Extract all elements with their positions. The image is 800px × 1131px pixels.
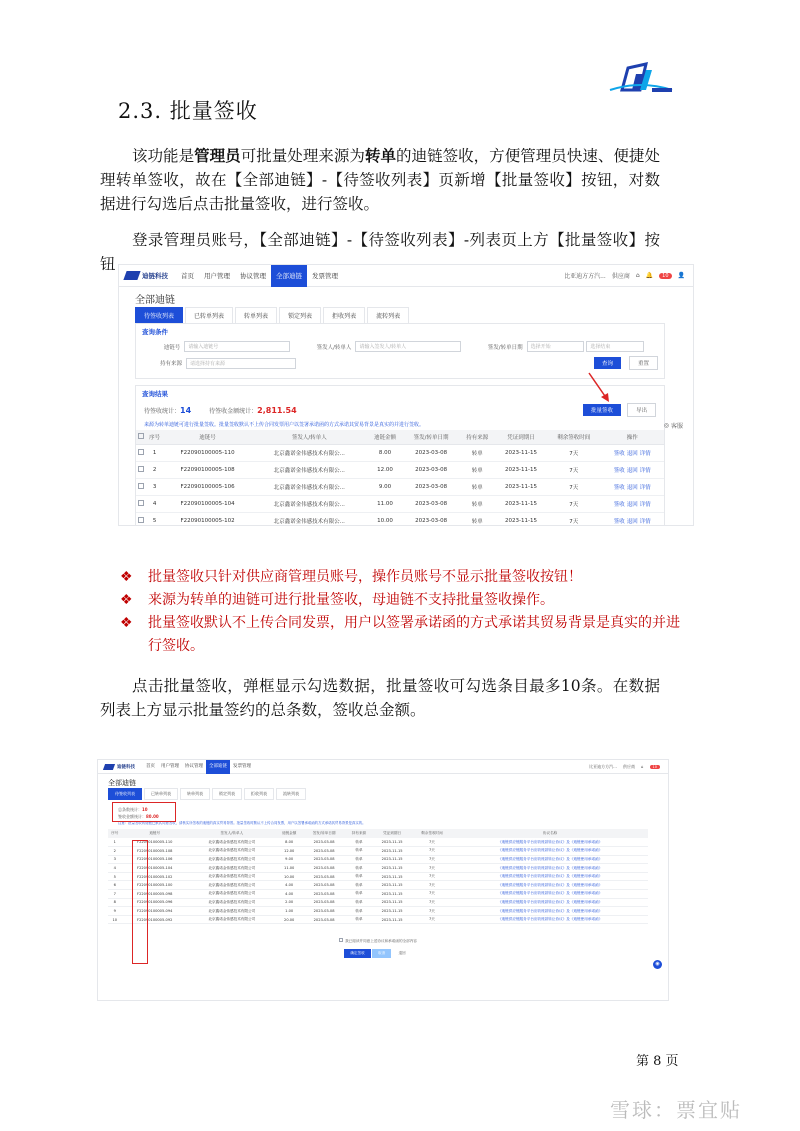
cell-no: F22090100005-106	[122, 855, 188, 864]
cell-index: 9	[108, 907, 122, 916]
sign-link[interactable]: 签收	[613, 484, 625, 491]
cell-source: 转单	[459, 478, 495, 495]
cell-source: 转单	[459, 512, 495, 526]
cell-source: 转单	[345, 855, 372, 864]
cell-issuer: 北京鑫诺金伟感技术有限公司	[188, 907, 276, 916]
cell-date: 2023-03-08	[303, 872, 346, 881]
cell-amount: 9.00	[367, 478, 403, 495]
note-item: ❖ 批量签收只针对供应商管理员账号，操作员账号不显示批量签收按钮！	[120, 566, 680, 589]
detail-link[interactable]: 详情	[639, 467, 651, 474]
table-row	[108, 855, 648, 864]
col-header: 凭证到期日	[372, 829, 411, 838]
col-header: 协议名称	[452, 829, 648, 838]
cell-index: 1	[146, 444, 164, 461]
batch-table	[108, 829, 648, 924]
row-checkbox[interactable]	[136, 478, 146, 495]
source-select[interactable]: 请选择持有来源	[186, 358, 296, 369]
date-end-input[interactable]: 选择结束	[586, 341, 644, 352]
return-link[interactable]: 退回	[626, 518, 638, 525]
cell-amount: 20.00	[276, 915, 303, 924]
cell-date: 2023-03-08	[403, 478, 460, 495]
tab-transfer[interactable]: 转单列表	[180, 788, 210, 800]
return-link[interactable]: 退回	[626, 467, 638, 474]
cell-issuer: 北京鑫诺金伟感技术有限公...	[251, 495, 367, 512]
protocol-link[interactable]: 《迪链供应链服务平台应收账款转让协议》及《迪链使用承诺函》	[452, 855, 648, 864]
cell-issuer: 北京鑫诺金伟感技术有限公司	[188, 838, 276, 847]
cell-no: F22090100005-108	[122, 847, 188, 856]
cell-issuer: 北京鑫诺金伟感技术有限公司	[188, 864, 276, 873]
cell-date: 2023-03-08	[303, 864, 346, 873]
cell-source: 转单	[459, 495, 495, 512]
table-row	[108, 890, 648, 899]
cell-no: F22090100005-104	[122, 864, 188, 873]
home-icon[interactable]: ⌂	[640, 764, 644, 769]
cell-due: 2023-11-15	[372, 881, 411, 890]
nav-invoices[interactable]: 发票管理	[233, 763, 251, 769]
top-nav	[98, 760, 668, 774]
screenshot-pending-list	[118, 264, 694, 526]
nav-protocols[interactable]: 协议管理	[240, 271, 266, 280]
cell-index: 10	[108, 915, 122, 924]
batch-dialog-note: 注意：批量签收的迪链已默认同意签收，请核实所签收的迪链的真实贸易背景。批量签收时默认不上传合同发票，用户以签署承诺函的方式承诺其贸易背景是真实的。	[118, 821, 366, 825]
cell-left: 7天	[412, 898, 453, 907]
amount-value: 2,811.54	[257, 405, 297, 415]
nav-home[interactable]: 首页	[181, 271, 194, 280]
cell-index: 5	[146, 512, 164, 526]
cell-due: 2023-11-15	[372, 847, 411, 856]
cell-due: 2023-11-15	[372, 898, 411, 907]
cell-ops	[601, 495, 664, 512]
cell-left: 7天	[412, 915, 453, 924]
cell-left: 7天	[547, 478, 601, 495]
col-header: 签发/转单日期	[403, 430, 460, 444]
col-header: 迪链号	[122, 829, 188, 838]
bell-icon[interactable]: 🔔	[645, 272, 654, 279]
screenshot-batch-dialog	[97, 759, 669, 1001]
cell-source: 转单	[459, 461, 495, 478]
tab-locked[interactable]: 锁定列表	[279, 307, 321, 324]
cell-amount: 8.00	[367, 444, 403, 461]
return-link[interactable]: 退回	[626, 450, 638, 457]
tab-bar	[135, 307, 411, 324]
nav-users[interactable]: 用户管理	[161, 763, 179, 769]
nav-protocols[interactable]: 协议管理	[185, 763, 203, 769]
cell-due: 2023-11-15	[372, 890, 411, 899]
cell-ops	[601, 478, 664, 495]
protocol-link[interactable]: 《迪链供应链服务平台应收账款转让协议》及《迪链使用承诺函》	[452, 915, 648, 924]
confirm-button[interactable]: 确定签收	[344, 949, 370, 958]
cell-date: 2023-03-08	[303, 890, 346, 899]
col-header: 签发/转单日期	[303, 829, 346, 838]
cell-left: 7天	[412, 847, 453, 856]
red-arrow-icon	[587, 371, 613, 405]
cell-index: 3	[146, 478, 164, 495]
cell-no: F22090100005-102	[122, 872, 188, 881]
export-button[interactable]: 导出	[627, 403, 656, 417]
detail-link[interactable]: 详情	[639, 484, 651, 491]
tab-pending[interactable]: 待签收列表	[135, 307, 183, 324]
batch-count: 总条数统计：10	[118, 807, 148, 812]
brand: 迪链科技	[125, 271, 168, 280]
col-header: 签发人/转单人	[188, 829, 276, 838]
diamond-icon: ❖	[120, 615, 133, 631]
tab-rejected[interactable]: 拒收列表	[323, 307, 365, 324]
nav-invoices[interactable]: 发票管理	[312, 271, 338, 280]
cell-issuer: 北京鑫诺金伟感技术有限公司	[188, 898, 276, 907]
table-row	[108, 898, 648, 907]
cell-issuer: 北京鑫诺金伟感技术有限公司	[188, 847, 276, 856]
issuer-label: 签发人/转单人	[316, 344, 352, 351]
col-header: 迪链金额	[276, 829, 303, 838]
cell-issuer: 北京鑫诺金伟感技术有限公...	[251, 512, 367, 526]
cell-source: 转单	[345, 898, 372, 907]
tab-transfer[interactable]: 转单列表	[235, 307, 277, 324]
cell-index: 5	[108, 872, 122, 881]
cell-amount: 10.00	[276, 872, 303, 881]
table-row	[136, 444, 664, 461]
cell-index: 7	[108, 890, 122, 899]
table-row	[136, 478, 664, 495]
diamond-icon: ❖	[120, 569, 133, 585]
cell-no: F22090100005-106	[164, 478, 252, 495]
highlight-index-box	[132, 840, 148, 964]
agree-row[interactable]: 我已阅读并同意上述协议和承诺函的全部内容	[108, 938, 648, 945]
cell-amount: 9.00	[276, 855, 303, 864]
row-checkbox[interactable]	[136, 461, 146, 478]
table-row	[108, 915, 648, 924]
amount-label: 待签收金额统计：	[209, 407, 258, 415]
no-label: 迪链号	[163, 344, 181, 351]
cell-amount: 11.00	[276, 864, 303, 873]
cell-index: 3	[108, 855, 122, 864]
company-selector[interactable]: 比亚迪方方汽...	[564, 273, 606, 280]
cell-no: F22090100005-110	[122, 838, 188, 847]
cell-due: 2023-11-15	[372, 855, 411, 864]
cancel-button[interactable]: 取消	[372, 949, 391, 958]
detail-link[interactable]: 详情	[639, 518, 651, 525]
count-value: 14	[180, 405, 192, 415]
cell-due: 2023-11-15	[495, 478, 547, 495]
section-heading: 2.3. 批量签收	[118, 99, 258, 123]
cell-due: 2023-11-15	[495, 444, 547, 461]
protocol-link[interactable]: 《迪链供应链服务平台应收账款转让协议》及《迪链使用承诺函》	[452, 847, 648, 856]
tab-transferred[interactable]: 已转单列表	[144, 788, 178, 800]
col-header: 迪链金额	[367, 430, 403, 444]
role-selector[interactable]: 供应商	[611, 273, 630, 280]
cell-issuer: 北京鑫诺金伟感技术有限公司	[188, 890, 276, 899]
cell-amount: 8.00	[276, 838, 303, 847]
reject-button[interactable]: 退回	[392, 949, 411, 958]
query-title: 查询条件	[142, 328, 168, 336]
protocol-link[interactable]: 《迪链供应链服务平台应收账款转让协议》及《迪链使用承诺函》	[452, 864, 648, 873]
tab-flow[interactable]: 流转列表	[367, 307, 409, 324]
cell-source: 转单	[345, 907, 372, 916]
cell-date: 2023-03-08	[303, 881, 346, 890]
side-label: 客服	[670, 423, 683, 430]
protocol-link[interactable]: 《迪链供应链服务平台应收账款转让协议》及《迪链使用承诺函》	[452, 898, 648, 907]
intro-paragraph: 该功能是管理员可批量处理来源为转单的迪链签收，方便管理员快速、便捷处理转单签收，故在【全部迪链】-【待签收列表】页新增【批量签收】按钮，对数据进行勾选后点击批量签收，进行签收。	[100, 146, 660, 213]
reset-button[interactable]: 重置	[629, 356, 658, 370]
tab-pending[interactable]: 待签收列表	[108, 788, 142, 800]
cell-index: 4	[108, 864, 122, 873]
result-panel	[135, 385, 665, 526]
col-header: 凭证到期日	[495, 430, 547, 444]
tab-rejected[interactable]: 拒收列表	[244, 788, 274, 800]
table-row	[108, 881, 648, 890]
issuer-input[interactable]: 请输入签发人/转单人	[355, 341, 460, 352]
agree-checkbox[interactable]	[339, 938, 343, 942]
notification-badge: 10	[659, 273, 671, 279]
cell-amount: 2.00	[276, 898, 303, 907]
cell-no: F22090100005-104	[164, 495, 252, 512]
cell-amount: 12.00	[367, 461, 403, 478]
cell-issuer: 北京鑫诺金伟感技术有限公司	[188, 881, 276, 890]
cell-issuer: 北京鑫诺金伟感技术有限公司	[188, 855, 276, 864]
cell-issuer: 北京鑫诺金伟感技术有限公...	[251, 444, 367, 461]
cell-index: 2	[108, 847, 122, 856]
cell-source: 转单	[345, 838, 372, 847]
cell-index: 8	[108, 898, 122, 907]
table-row	[136, 495, 664, 512]
cell-date: 2023-03-08	[303, 915, 346, 924]
cell-due: 2023-11-15	[495, 461, 547, 478]
cell-no: F22090100005-096	[122, 898, 188, 907]
batch-note: 来源为转单迪链可进行批量签收。批量签收默认不上传合同发票用户以签署承诺函的方式承诺其贸易背景是真实的并进行签收。	[144, 422, 425, 428]
row-checkbox[interactable]	[136, 495, 146, 512]
protocol-link[interactable]: 《迪链供应链服务平台应收账款转让协议》及《迪链使用承诺函》	[452, 838, 648, 847]
cell-no: F22090100005-110	[164, 444, 252, 461]
tab-locked[interactable]: 锁定列表	[212, 788, 242, 800]
cell-due: 2023-11-15	[495, 512, 547, 526]
cell-amount: 1.00	[276, 907, 303, 916]
company-logo	[606, 60, 676, 98]
col-header: 持有来源	[345, 829, 372, 838]
tab-flow[interactable]: 流转列表	[276, 788, 306, 800]
row-checkbox[interactable]	[136, 444, 146, 461]
cell-amount: 4.00	[276, 881, 303, 890]
protocol-link[interactable]: 《迪链供应链服务平台应收账款转让协议》及《迪链使用承诺函》	[452, 890, 648, 899]
count-label: 待签收统计：	[144, 407, 181, 415]
notes-list	[120, 566, 680, 658]
cell-due: 2023-11-15	[495, 495, 547, 512]
col-header: 操作	[601, 430, 664, 444]
nav-users[interactable]: 用户管理	[204, 271, 230, 280]
cell-ops	[601, 444, 664, 461]
pending-table	[136, 430, 664, 526]
detail-link[interactable]: 详情	[639, 450, 651, 457]
cell-amount: 4.00	[276, 890, 303, 899]
cell-amount: 11.00	[367, 495, 403, 512]
cell-left: 7天	[412, 872, 453, 881]
cell-source: 转单	[345, 864, 372, 873]
cell-issuer: 北京鑫诺金伟感技术有限公...	[251, 461, 367, 478]
tab-transferred[interactable]: 已转单列表	[185, 307, 233, 324]
cell-due: 2023-11-15	[372, 864, 411, 873]
cell-no: F22090100005-108	[164, 461, 252, 478]
headset-icon: ◎	[663, 422, 669, 429]
batch-sign-button[interactable]: 批量签收	[583, 404, 621, 416]
date-label: 签发/转单日期	[487, 344, 523, 351]
col-header: 序号	[108, 829, 122, 838]
cell-date: 2023-03-08	[303, 838, 346, 847]
company-selector[interactable]: 比亚迪方方汽...	[589, 763, 617, 769]
cell-ops	[601, 512, 664, 526]
cell-left: 7天	[547, 512, 601, 526]
col-header: 剩余签收时间	[547, 430, 601, 444]
source-label: 持有来源	[159, 361, 182, 367]
note-item: ❖ 来源为转单的迪链可进行批量签收，母迪链不支持批量签收操作。	[120, 589, 680, 612]
nav-home[interactable]: 首页	[146, 763, 155, 769]
notification-badge: 10	[650, 765, 660, 769]
col-header: 迪链号	[164, 430, 252, 444]
watermark: 雪球：票宜贴	[610, 1098, 742, 1122]
table-row	[108, 847, 648, 856]
cell-index: 6	[108, 881, 122, 890]
date-start-input[interactable]: 选择开始	[527, 341, 585, 352]
cell-date: 2023-03-08	[403, 512, 460, 526]
user-icon[interactable]: 👤	[677, 272, 685, 279]
batch-amount: 签收金额统计：80.00	[118, 814, 159, 819]
cell-left: 7天	[412, 890, 453, 899]
query-panel	[135, 323, 665, 379]
row-checkbox[interactable]	[136, 512, 146, 526]
cell-issuer: 北京鑫诺金伟感技术有限公...	[251, 478, 367, 495]
page-title: 全部迪链	[135, 295, 175, 306]
sign-link[interactable]: 签收	[613, 518, 625, 525]
cell-index: 4	[146, 495, 164, 512]
result-title: 查询结果	[142, 390, 168, 398]
no-input[interactable]: 请输入迪链号	[184, 341, 289, 352]
brand-logo-icon	[103, 764, 115, 770]
brand-logo-icon	[123, 271, 140, 280]
sign-link[interactable]: 签收	[613, 450, 625, 457]
return-link[interactable]: 退回	[626, 484, 638, 491]
cell-source: 转单	[345, 890, 372, 899]
nav-all-dilian[interactable]: 全部迪链	[206, 760, 230, 774]
cell-left: 7天	[547, 444, 601, 461]
cell-no: F22090100005-092	[122, 915, 188, 924]
col-header: 序号	[146, 430, 164, 444]
detail-link[interactable]: 详情	[639, 501, 651, 508]
cell-issuer: 北京鑫诺金伟感技术有限公司	[188, 872, 276, 881]
cell-amount: 10.00	[367, 512, 403, 526]
cell-due: 2023-11-15	[372, 872, 411, 881]
table-row	[136, 512, 664, 526]
cell-left: 7天	[412, 838, 453, 847]
table-row	[136, 461, 664, 478]
table-row	[108, 838, 648, 847]
highlight-stats-box	[112, 802, 176, 822]
select-all-checkbox[interactable]	[136, 430, 146, 444]
home-icon[interactable]: ⌂	[635, 272, 640, 279]
cell-source: 转单	[459, 444, 495, 461]
cell-no: F22090100005-100	[122, 881, 188, 890]
cell-no: F22090100005-098	[122, 890, 188, 899]
cell-date: 2023-03-08	[303, 907, 346, 916]
cell-date: 2023-03-08	[403, 495, 460, 512]
dialog-buttons	[108, 949, 648, 958]
col-header: 持有来源	[459, 430, 495, 444]
sign-link[interactable]: 签收	[613, 501, 625, 508]
cell-no: F22090100005-094	[122, 907, 188, 916]
cell-source: 转单	[345, 915, 372, 924]
cell-left: 7天	[412, 881, 453, 890]
cell-date: 2023-03-08	[303, 847, 346, 856]
query-button[interactable]: 查询	[594, 357, 621, 369]
protocol-link[interactable]: 《迪链供应链服务平台应收账款转让协议》及《迪链使用承诺函》	[452, 907, 648, 916]
cell-left: 7天	[547, 461, 601, 478]
cell-left: 7天	[412, 855, 453, 864]
brand: 迪链科技	[104, 764, 135, 770]
cell-date: 2023-03-08	[303, 855, 346, 864]
cell-no: F22090100005-102	[164, 512, 252, 526]
cell-index: 2	[146, 461, 164, 478]
cell-due: 2023-11-15	[372, 838, 411, 847]
cell-due: 2023-11-15	[372, 915, 411, 924]
top-nav	[119, 265, 693, 287]
login-instruction: 登录管理员账号，【全部迪链】-【待签收列表】-列表页上方【批量签收】按钮	[100, 231, 660, 273]
cell-source: 转单	[345, 847, 372, 856]
cell-date: 2023-03-08	[403, 461, 460, 478]
sign-link[interactable]: 签收	[613, 467, 625, 474]
cell-date: 2023-03-08	[303, 898, 346, 907]
diamond-icon: ❖	[120, 592, 133, 608]
role-selector[interactable]: 供应商	[622, 763, 635, 769]
cell-issuer: 北京鑫诺金伟感技术有限公司	[188, 915, 276, 924]
cell-due: 2023-11-15	[372, 907, 411, 916]
nav-all-dilian[interactable]: 全部迪链	[271, 265, 307, 287]
batch-description: 点击批量签收，弹框显示勾选数据，批量签收可勾选条目最多10条。在数据列表上方显示批量签约的总条数，签收总金额。	[100, 677, 660, 719]
chat-icon[interactable]: ◉	[653, 960, 662, 969]
cell-date: 2023-03-08	[403, 444, 460, 461]
protocol-link[interactable]: 《迪链供应链服务平台应收账款转让协议》及《迪链使用承诺函》	[452, 872, 648, 881]
note-item: ❖ 批量签收默认不上传合同发票，用户以签署承诺函的方式承诺其贸易背景是真实的并进行签收。	[120, 612, 680, 658]
table-row	[108, 907, 648, 916]
col-header: 剩余签收时间	[412, 829, 453, 838]
tab-bar	[108, 788, 308, 800]
protocol-link[interactable]: 《迪链供应链服务平台应收账款转让协议》及《迪链使用承诺函》	[452, 881, 648, 890]
page-title: 全部迪链	[108, 779, 136, 787]
cell-left: 7天	[412, 864, 453, 873]
cell-amount: 12.00	[276, 847, 303, 856]
cell-left: 7天	[412, 907, 453, 916]
table-row	[108, 864, 648, 873]
cell-index: 1	[108, 838, 122, 847]
table-row	[108, 872, 648, 881]
cell-source: 转单	[345, 881, 372, 890]
cell-ops	[601, 461, 664, 478]
batch-dialog	[108, 800, 648, 996]
cell-source: 转单	[345, 872, 372, 881]
cell-left: 7天	[547, 495, 601, 512]
customer-service[interactable]	[664, 421, 683, 430]
return-link[interactable]: 退回	[626, 501, 638, 508]
col-header: 签发人/转单人	[251, 430, 367, 444]
page-number: 第 8 页	[636, 1054, 679, 1069]
